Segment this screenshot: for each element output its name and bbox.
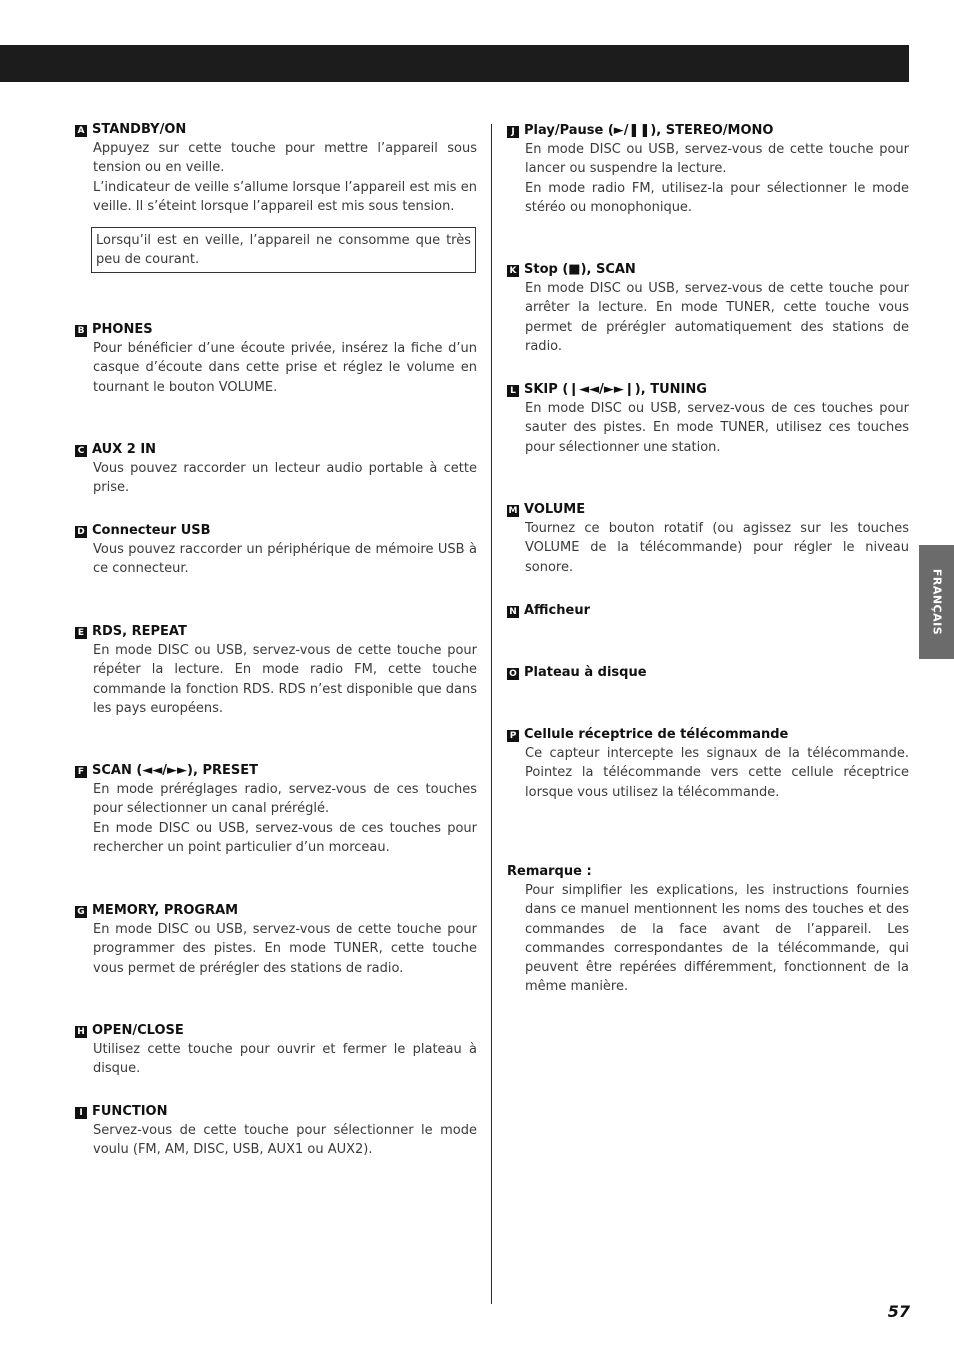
section-letter: G xyxy=(75,906,87,918)
section-paragraph: Servez-vous de cette touche pour sélectionner le mode voulu (FM, AM, DISC, USB, AUX1 ou AUX2). xyxy=(93,1123,477,1158)
section-letter: J xyxy=(507,126,519,138)
section-remark xyxy=(507,863,909,997)
section-title: OPEN/CLOSE xyxy=(92,1023,184,1038)
page-number: 57 xyxy=(887,1302,910,1321)
section-paragraph: Appuyez sur cette touche pour mettre l’appareil sous tension ou en veille. xyxy=(93,141,477,176)
section-letter: K xyxy=(507,265,519,277)
section-title: STANDBY/ON xyxy=(92,122,187,137)
section-title: AUX 2 IN xyxy=(92,442,157,457)
section-function xyxy=(75,1103,477,1160)
section-remote-sensor xyxy=(507,726,909,802)
section-letter: O xyxy=(507,668,519,680)
section-aux2in xyxy=(75,441,477,498)
section-title: Play/Pause (►/❚❚), STEREO/MONO xyxy=(524,123,774,138)
section-title: Afficheur xyxy=(524,603,591,618)
section-disc-tray xyxy=(507,664,909,682)
section-paragraph: En mode DISC ou USB, servez-vous de ces touches pour rechercher un point particulier d’un morceau. xyxy=(93,820,477,855)
section-letter: F xyxy=(75,766,87,778)
section-title: MEMORY, PROGRAM xyxy=(92,903,239,918)
section-memory-program xyxy=(75,902,477,978)
section-title: Plateau à disque xyxy=(524,665,647,680)
section-letter: N xyxy=(507,606,519,618)
header-bar xyxy=(0,45,909,82)
language-tab-label: FRANÇAIS xyxy=(930,568,943,636)
section-stop-scan xyxy=(507,261,909,356)
section-title: Stop (■), SCAN xyxy=(524,262,636,277)
section-display xyxy=(507,602,909,620)
section-letter: I xyxy=(75,1107,87,1119)
section-letter: H xyxy=(75,1026,87,1038)
section-paragraph: Ce capteur intercepte les signaux de la télécommande. Pointez la télécommande vers cette cellule réceptrice lorsque vous utilisez la télécommande. xyxy=(525,746,909,800)
section-title: Connecteur USB xyxy=(92,523,211,538)
section-title: RDS, REPEAT xyxy=(92,624,187,639)
section-volume xyxy=(507,501,909,577)
section-title: PHONES xyxy=(92,322,153,337)
section-letter: E xyxy=(75,627,87,639)
section-title: SKIP (❙◄◄/►►❙), TUNING xyxy=(524,382,707,397)
section-open-close xyxy=(75,1022,477,1079)
section-title: FUNCTION xyxy=(92,1104,168,1119)
section-paragraph: L’indicateur de veille s’allume lorsque l’appareil est mis en veille. Il s’éteint lorsque l’appareil est mis sous tension. xyxy=(93,179,477,214)
section-phones xyxy=(75,321,477,397)
section-paragraph: En mode préréglages radio, servez-vous de ces touches pour sélectionner un canal préréglé. xyxy=(93,782,477,817)
section-play-pause xyxy=(507,122,909,217)
note-box: Lorsqu’il est en veille, l’appareil ne consomme que très peu de courant. xyxy=(91,227,476,273)
section-paragraph: En mode DISC ou USB, servez-vous de cette touche pour programmer des pistes. En mode TUNER, cette touche vous permet de prérégler des stations de radio. xyxy=(93,922,477,976)
section-paragraph: Utilisez cette touche pour ouvrir et fermer le plateau à disque. xyxy=(93,1042,477,1077)
section-paragraph: En mode DISC ou USB, servez-vous de cette touche pour arrêter la lecture. En mode TUNER, cette touche vous permet de prérégler automatiquement des stations de radio. xyxy=(525,281,909,354)
section-letter: A xyxy=(75,125,87,137)
section-paragraph: Vous pouvez raccorder un périphérique de mémoire USB à ce connecteur. xyxy=(93,542,477,577)
section-letter: L xyxy=(507,385,519,397)
section-paragraph: En mode DISC ou USB, servez-vous de cette touche pour lancer ou suspendre la lecture. xyxy=(525,142,909,177)
section-paragraph: Vous pouvez raccorder un lecteur audio portable à cette prise. xyxy=(93,461,477,496)
section-skip-tuning xyxy=(507,381,909,457)
section-title: SCAN (◄◄/►►), PRESET xyxy=(92,763,258,778)
section-title: VOLUME xyxy=(524,502,586,517)
section-letter: D xyxy=(75,526,87,538)
section-rds-repeat xyxy=(75,623,477,718)
section-title: Cellule réceptrice de télécommande xyxy=(524,727,789,742)
section-paragraph: Tournez ce bouton rotatif (ou agissez sur les touches VOLUME de la télécommande) pour régler le niveau sonore. xyxy=(525,521,909,575)
section-scan-preset xyxy=(75,762,477,857)
section-paragraph: En mode DISC ou USB, servez-vous de ces touches pour sauter des pistes. En mode TUNER, utilisez ces touches pour sélectionner une station. xyxy=(525,401,909,455)
section-letter: B xyxy=(75,325,87,337)
remark-text: Pour simplifier les explications, les instructions fournies dans ce manuel mentionnent les noms des touches et des commandes de la face avant de l’appareil. Les commandes correspondantes de la télécommande, qui peuvent être repérées différemment, fonctionnent de la même manière. xyxy=(525,883,909,995)
section-usb-connector xyxy=(75,522,477,579)
section-letter: P xyxy=(507,730,519,742)
language-tab xyxy=(919,545,954,659)
section-letter: C xyxy=(75,445,87,457)
section-letter: M xyxy=(508,506,518,516)
column-divider xyxy=(491,124,492,1304)
section-paragraph: En mode radio FM, utilisez-la pour sélectionner le mode stéréo ou monophonique. xyxy=(525,180,909,215)
remark-title: Remarque : xyxy=(507,864,592,879)
section-standby xyxy=(75,121,477,273)
section-paragraph: Pour bénéficier d’une écoute privée, insérez la fiche d’un casque d’écoute dans cette prise et réglez le volume en tournant le bouton VOLUME. xyxy=(93,341,477,395)
section-paragraph: En mode DISC ou USB, servez-vous de cette touche pour répéter la lecture. En mode radio FM, cette touche commande la fonction RDS. RDS n’est disponible que dans les pays européens. xyxy=(93,643,477,716)
